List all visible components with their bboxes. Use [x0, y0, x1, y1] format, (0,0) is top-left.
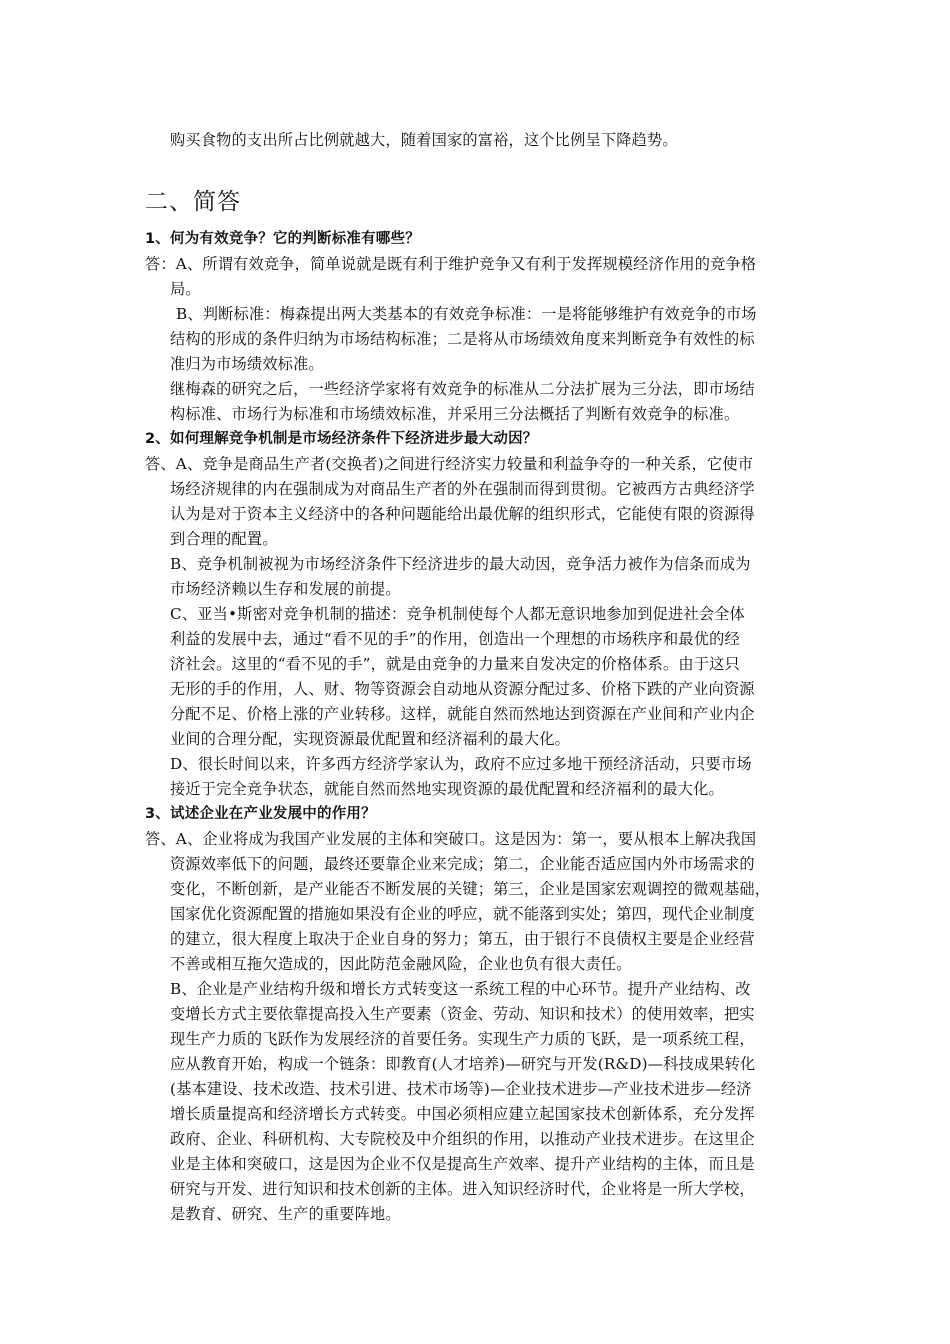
text-line: B、企业是产业结构升级和增长方式转变这一系统工程的中心环节。提升产业结构、改 — [170, 980, 751, 998]
text-line: D、很长时间以来，许多西方经济学家认为，政府不应过多地干预经济活动，只要市场 — [170, 755, 752, 773]
text-line: 准归为市场绩效标准。 — [170, 355, 324, 373]
text-line: 不善或相互拖欠造成的，因此防范金融风险，企业也负有很大责任。 — [170, 955, 632, 973]
question-heading: 3、试述企业在产业发展中的作用？ — [145, 806, 376, 822]
text-line: 变化，不断创新，是产业能否不断发展的关键；第三，企业是国家宏观调控的微观基础， — [170, 880, 771, 898]
text-line: 研究与开发、进行知识和技术创新的主体。进入知识经济时代，企业将是一所大学校， — [170, 1180, 755, 1198]
text-line: 分配不足、价格上涨的产业转移。这样，就能自然而然地达到资源在产业间和产业内企 — [170, 705, 755, 723]
text-line: 是教育、研究、生产的重要阵地。 — [170, 1205, 401, 1223]
section-heading: 二、简答 — [145, 189, 241, 215]
text-line: 场经济规律的内在强制成为对商品生产者的外在强制而得到贯彻。它被西方古典经济学 — [170, 480, 755, 498]
text-line: 现生产力质的飞跃作为发展经济的首要任务。实现生产力质的飞跃，是一项系统工程， — [170, 1030, 755, 1048]
question-heading: 1、何为有效竞争？它的判断标准有哪些？ — [145, 231, 420, 247]
text-line: 局。 — [170, 280, 201, 298]
text-line: 答：A、所谓有效竞争，简单说就是既有利于维护竞争又有利于发挥规模经济作用的竞争格 — [145, 255, 757, 273]
text-line: 接近于完全竞争状态，就能自然而然地实现资源的最优配置和经济福利的最大化。 — [170, 780, 724, 798]
text-line: 济社会。这里的“看不见的手”，就是由竞争的力量来自发决定的价格体系。由于这只 — [170, 655, 740, 673]
text-line: 答、A、竞争是商品生产者(交换者)之间进行经济实力较量和利益争夺的一种关系，它使市 — [145, 455, 754, 473]
text-line: 业是主体和突破口，这是因为企业不仅是提高生产效率、提升产业结构的主体，而且是 — [170, 1155, 755, 1173]
text-line: 政府、企业、科研机构、大专院校及中介组织的作用，以推动产业技术进步。在这里企 — [170, 1130, 755, 1148]
text-line: 构标准、市场行为标准和市场绩效标准，并采用三分法概括了判断有效竞争的标准。 — [170, 405, 740, 423]
text-line: 业间的合理分配，实现资源最优配置和经济福利的最大化。 — [170, 730, 571, 748]
text-line: 到合理的配置。 — [170, 530, 278, 548]
text-line: 变增长方式主要依靠提高投入生产要素（资金、劳动、知识和技术）的使用效率，把实 — [170, 1005, 755, 1023]
text-line: 应从教育开始，构成一个链条：即教育(人才培养)—研究与开发(R&D)—科技成果转化 — [170, 1055, 756, 1073]
text-line: 增长质量提高和经济增长方式转变。中国必须相应建立起国家技术创新体系，充分发挥 — [170, 1105, 755, 1123]
question-heading: 2、如何理解竞争机制是市场经济条件下经济进步最大动因？ — [145, 431, 538, 447]
text-line: 无形的手的作用，人、财、物等资源会自动地从资源分配过多、价格下跌的产业向资源 — [170, 680, 755, 698]
text-line: 市场经济赖以生存和发展的前提。 — [170, 580, 401, 598]
text-line: 国家优化资源配置的措施如果没有企业的呼应，就不能落到实处；第四，现代企业制度 — [170, 905, 755, 923]
text-line: 资源效率低下的问题，最终还要靠企业来完成；第二，企业能否适应国内外市场需求的 — [170, 855, 755, 873]
text-line: 继梅森的研究之后，一些经济学家将有效竞争的标准从二分法扩展为三分法，即市场结 — [170, 380, 755, 398]
text-line: C、亚当•斯密对竞争机制的描述：竞争机制使每个人都无意识地参加到促进社会全体 — [170, 605, 745, 623]
text-line: 答、A、企业将成为我国产业发展的主体和突破口。这是因为：第一，要从根本上解决我国 — [145, 830, 757, 848]
text-line: 购买食物的支出所占比例就越大，随着国家的富裕，这个比例呈下降趋势。 — [170, 131, 678, 149]
text-line: B、竞争机制被视为市场经济条件下经济进步的最大动因，竞争活力被作为信条而成为 — [170, 555, 751, 573]
text-line: 利益的发展中去，通过“看不见的手”的作用，创造出一个理想的市场秩序和最优的经 — [170, 630, 740, 648]
text-line: 的建立，很大程度上取决于企业自身的努力；第五，由于银行不良债权主要是企业经营 — [170, 930, 755, 948]
text-line: 结构的形成的条件归纳为市场结构标准；二是将从市场绩效角度来判断竞争有效性的标 — [170, 330, 755, 348]
text-line: 认为是对于资本主义经济中的各种问题能给出最优解的组织形式，它能使有限的资源得 — [170, 505, 755, 523]
text-line: B、判断标准：梅森提出两大类基本的有效竞争标准：一是将能够维护有效竞争的市场 — [176, 305, 757, 323]
text-line: (基本建设、技术改造、技术引进、技术市场等)—企业技术进步—产业技术进步—经济 — [170, 1080, 752, 1098]
